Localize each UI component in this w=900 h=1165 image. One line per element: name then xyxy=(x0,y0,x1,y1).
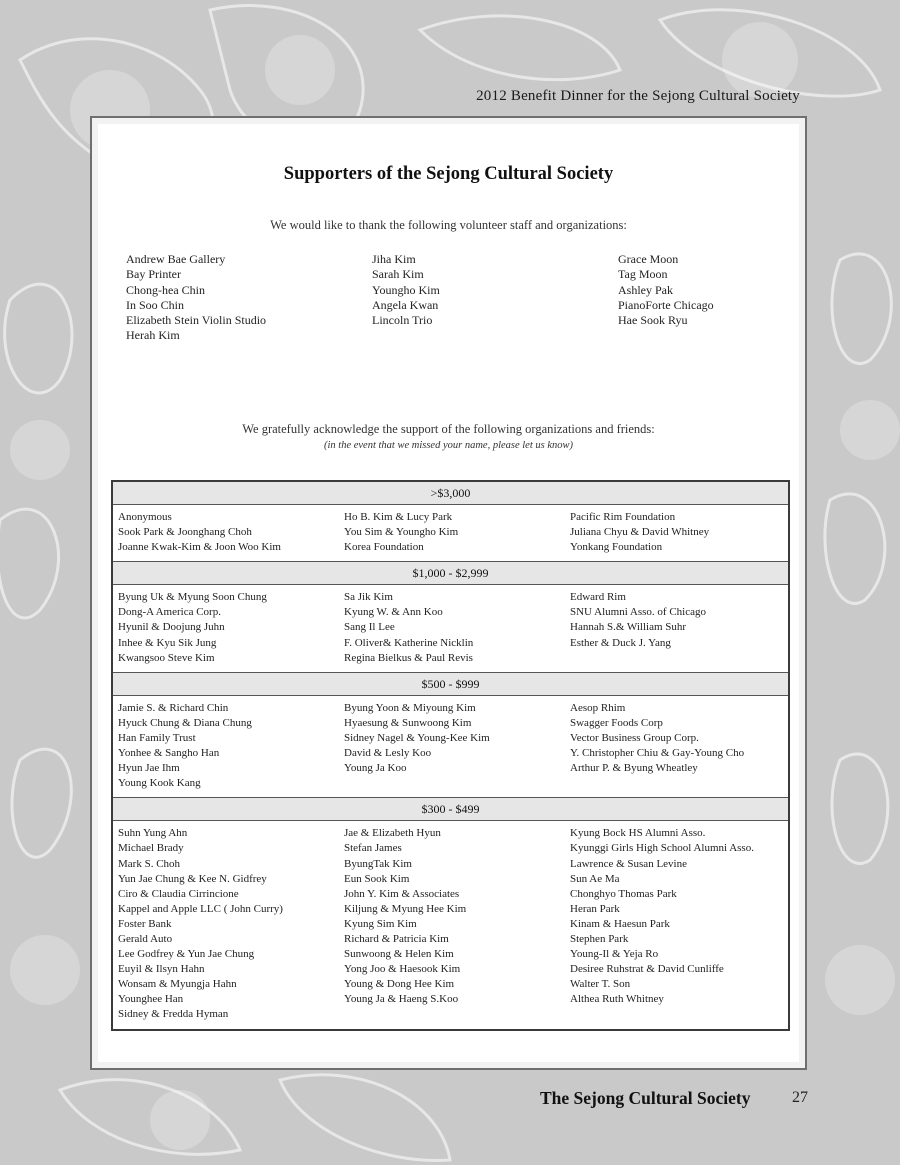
donor-name: Esther & Duck J. Yang xyxy=(570,636,671,649)
volunteer-name: Herah Kim xyxy=(126,328,180,343)
donor-name: SNU Alumni Asso. of Chicago xyxy=(570,606,706,619)
donor-name: Stefan James xyxy=(344,842,402,855)
donor-table xyxy=(111,480,790,1031)
donor-column xyxy=(344,826,570,1022)
tier-body xyxy=(113,585,788,671)
volunteer-name: Sarah Kim xyxy=(372,267,424,282)
donor-column xyxy=(570,510,796,555)
volunteer-column xyxy=(372,252,440,328)
tier-body xyxy=(113,696,788,798)
donor-name: Kyunggi Girls High School Alumni Asso. xyxy=(570,842,754,855)
donor-name: Hannah S.& William Suhr xyxy=(570,621,687,634)
donor-column xyxy=(570,826,796,1022)
donor-name: Sook Park & Joonghang Choh xyxy=(118,526,252,539)
donor-name: Young-Il & Yeja Ro xyxy=(570,948,659,961)
donor-name: Heran Park xyxy=(570,902,620,915)
donor-name: Kwangsoo Steve Kim xyxy=(118,651,215,664)
donor-name: Eun Sook Kim xyxy=(344,872,410,885)
donor-name: Sidney Nagel & Young-Kee Kim xyxy=(344,731,490,744)
donor-name: Young Kook Kang xyxy=(118,777,201,790)
donor-name: Gerald Auto xyxy=(118,932,173,945)
donor-name: Young & Dong Hee Kim xyxy=(344,978,455,991)
donor-name: Young Ja & Haeng S.Koo xyxy=(344,993,459,1006)
volunteer-name: Elizabeth Stein Violin Studio xyxy=(126,313,267,328)
volunteer-column xyxy=(126,252,266,344)
donor-name: Kyung W. & Ann Koo xyxy=(344,606,443,619)
donor-name: David & Lesly Koo xyxy=(344,747,432,760)
donor-name: Byung Yoon & Miyoung Kim xyxy=(344,701,476,714)
donor-name: Chonghyo Thomas Park xyxy=(570,887,677,900)
donor-name: Vector Business Group Corp. xyxy=(570,731,699,744)
tier-body xyxy=(113,505,788,561)
volunteer-name: Tag Moon xyxy=(618,267,668,282)
donor-name: Aesop Rhim xyxy=(570,701,626,714)
donor-name: Younghee Han xyxy=(118,993,184,1006)
donor-name: Yong Joo & Haesook Kim xyxy=(344,963,461,976)
donor-name: Jae & Elizabeth Hyun xyxy=(344,827,441,840)
page-number: 27 xyxy=(792,1089,808,1106)
donor-name: Inhee & Kyu Sik Jung xyxy=(118,636,217,649)
donor-name: Dong-A America Corp. xyxy=(118,606,221,619)
volunteer-name: Angela Kwan xyxy=(372,297,439,312)
donor-name: Jamie S. & Richard Chin xyxy=(118,701,229,714)
tier-header: $1,000 - $2,999 xyxy=(113,561,788,585)
page-title: Supporters of the Sejong Cultural Society xyxy=(283,164,614,184)
volunteer-name: Andrew Bae Gallery xyxy=(126,252,226,266)
volunteer-name: Grace Moon xyxy=(618,252,679,266)
volunteer-name: Youngho Kim xyxy=(372,282,440,297)
donor-name: Han Family Trust xyxy=(118,731,196,744)
donor-name: Kyung Bock HS Alumni Asso. xyxy=(570,827,706,840)
donor-name: Ho B. Kim & Lucy Park xyxy=(344,511,453,523)
donor-column xyxy=(118,510,344,555)
donor-column xyxy=(118,590,344,665)
donor-name: Swagger Foods Corp xyxy=(570,716,663,729)
donor-name: Sunwoong & Helen Kim xyxy=(344,948,454,961)
donor-name: ByungTak Kim xyxy=(344,857,412,870)
volunteer-intro: We would like to thank the following volunteer staff and organizations: xyxy=(270,218,627,232)
donor-name: Lee Godfrey & Yun Jae Chung xyxy=(118,948,255,961)
volunteer-name: In Soo Chin xyxy=(126,297,185,312)
donor-name: Young Ja Koo xyxy=(344,762,407,775)
donor-name: Anonymous xyxy=(118,511,172,523)
donor-name: John Y. Kim & Associates xyxy=(344,887,460,900)
donor-name: Walter T. Son xyxy=(570,978,631,991)
donor-name: Sang Il Lee xyxy=(344,621,395,634)
volunteer-name: PianoForte Chicago xyxy=(618,297,714,312)
donor-note: (in the event that we missed your name, please let us know) xyxy=(323,440,574,451)
tier-header: $500 - $999 xyxy=(113,672,788,696)
donor-name: Mark S. Choh xyxy=(118,857,181,870)
volunteer-name: Chong-hea Chin xyxy=(126,282,205,297)
donor-name: Sidney & Fredda Hyman xyxy=(118,1008,229,1021)
volunteer-name: Jiha Kim xyxy=(372,252,416,266)
donor-name: Kiljung & Myung Hee Kim xyxy=(344,902,467,915)
donor-name: Yonkang Foundation xyxy=(570,541,663,554)
donor-column xyxy=(118,701,344,792)
content-frame xyxy=(90,116,807,1070)
donor-name: Suhn Yung Ahn xyxy=(118,827,188,840)
donor-name: Foster Bank xyxy=(118,917,172,930)
donor-name: Kappel and Apple LLC ( John Curry) xyxy=(118,902,283,915)
donor-name: Kyung Sim Kim xyxy=(344,917,417,930)
content-panel xyxy=(98,124,799,1062)
donor-name: Ciro & Claudia Cirrincione xyxy=(118,887,239,900)
donor-name: Hyuck Chung & Diana Chung xyxy=(118,716,252,729)
donor-name: Desiree Ruhstrat & David Cunliffe xyxy=(570,963,724,976)
donor-column xyxy=(344,510,570,555)
donor-column xyxy=(570,590,796,665)
volunteer-name: Hae Sook Ryu xyxy=(618,313,688,328)
tier-header: >$3,000 xyxy=(113,482,788,505)
donor-name: Sun Ae Ma xyxy=(570,872,620,885)
volunteer-name: Ashley Pak xyxy=(618,282,673,297)
donor-name: Korea Foundation xyxy=(344,541,424,554)
donor-name: Hyun Jae Ihm xyxy=(118,762,180,775)
donor-name: Joanne Kwak-Kim & Joon Woo Kim xyxy=(118,541,281,554)
volunteer-name: Lincoln Trio xyxy=(372,313,433,328)
donor-name: Yun Jae Chung & Kee N. Gidfrey xyxy=(118,872,267,885)
donor-name: Hyunil & Doojung Juhn xyxy=(118,621,225,634)
donor-name: Richard & Patricia Kim xyxy=(344,932,449,945)
donor-name: Pacific Rim Foundation xyxy=(570,511,676,523)
donor-name: Wonsam & Myungja Hahn xyxy=(118,978,237,991)
donor-name: Regina Bielkus & Paul Revis xyxy=(344,651,473,664)
donor-name: Juliana Chyu & David Whitney xyxy=(570,526,710,539)
donor-name: F. Oliver& Katherine Nicklin xyxy=(344,636,474,649)
donor-name: Y. Christopher Chiu & Gay-Young Cho xyxy=(570,747,745,760)
donor-name: Lawrence & Susan Levine xyxy=(570,857,687,870)
volunteer-column xyxy=(618,252,714,328)
donor-name: You Sim & Youngho Kim xyxy=(344,526,459,539)
donor-intro: We gratefully acknowledge the support of the following organizations and friends: xyxy=(242,422,655,436)
volunteer-name: Bay Printer xyxy=(126,267,181,282)
donor-column xyxy=(570,701,796,792)
tier-body xyxy=(113,821,788,1028)
donor-name: Arthur P. & Byung Wheatley xyxy=(570,762,698,775)
donor-column xyxy=(344,701,570,792)
donor-name: Edward Rim xyxy=(570,591,626,604)
donor-name: Kinam & Haesun Park xyxy=(570,917,670,930)
donor-name: Michael Brady xyxy=(118,842,184,855)
donor-name: Euyil & Ilsyn Hahn xyxy=(118,963,205,976)
document-header: 2012 Benefit Dinner for the Sejong Cultural Society xyxy=(476,88,800,104)
donor-column xyxy=(118,826,344,1022)
donor-column xyxy=(344,590,570,665)
tier-header: $300 - $499 xyxy=(113,797,788,821)
donor-name: Sa Jik Kim xyxy=(344,591,393,604)
donor-name: Althea Ruth Whitney xyxy=(570,993,664,1006)
donor-name: Yonhee & Sangho Han xyxy=(118,747,220,760)
donor-name: Hyaesung & Sunwoong Kim xyxy=(344,716,472,729)
footer-org-name: The Sejong Cultural Society xyxy=(540,1088,751,1108)
donor-name: Byung Uk & Myung Soon Chung xyxy=(118,591,267,604)
donor-name: Stephen Park xyxy=(570,932,629,945)
